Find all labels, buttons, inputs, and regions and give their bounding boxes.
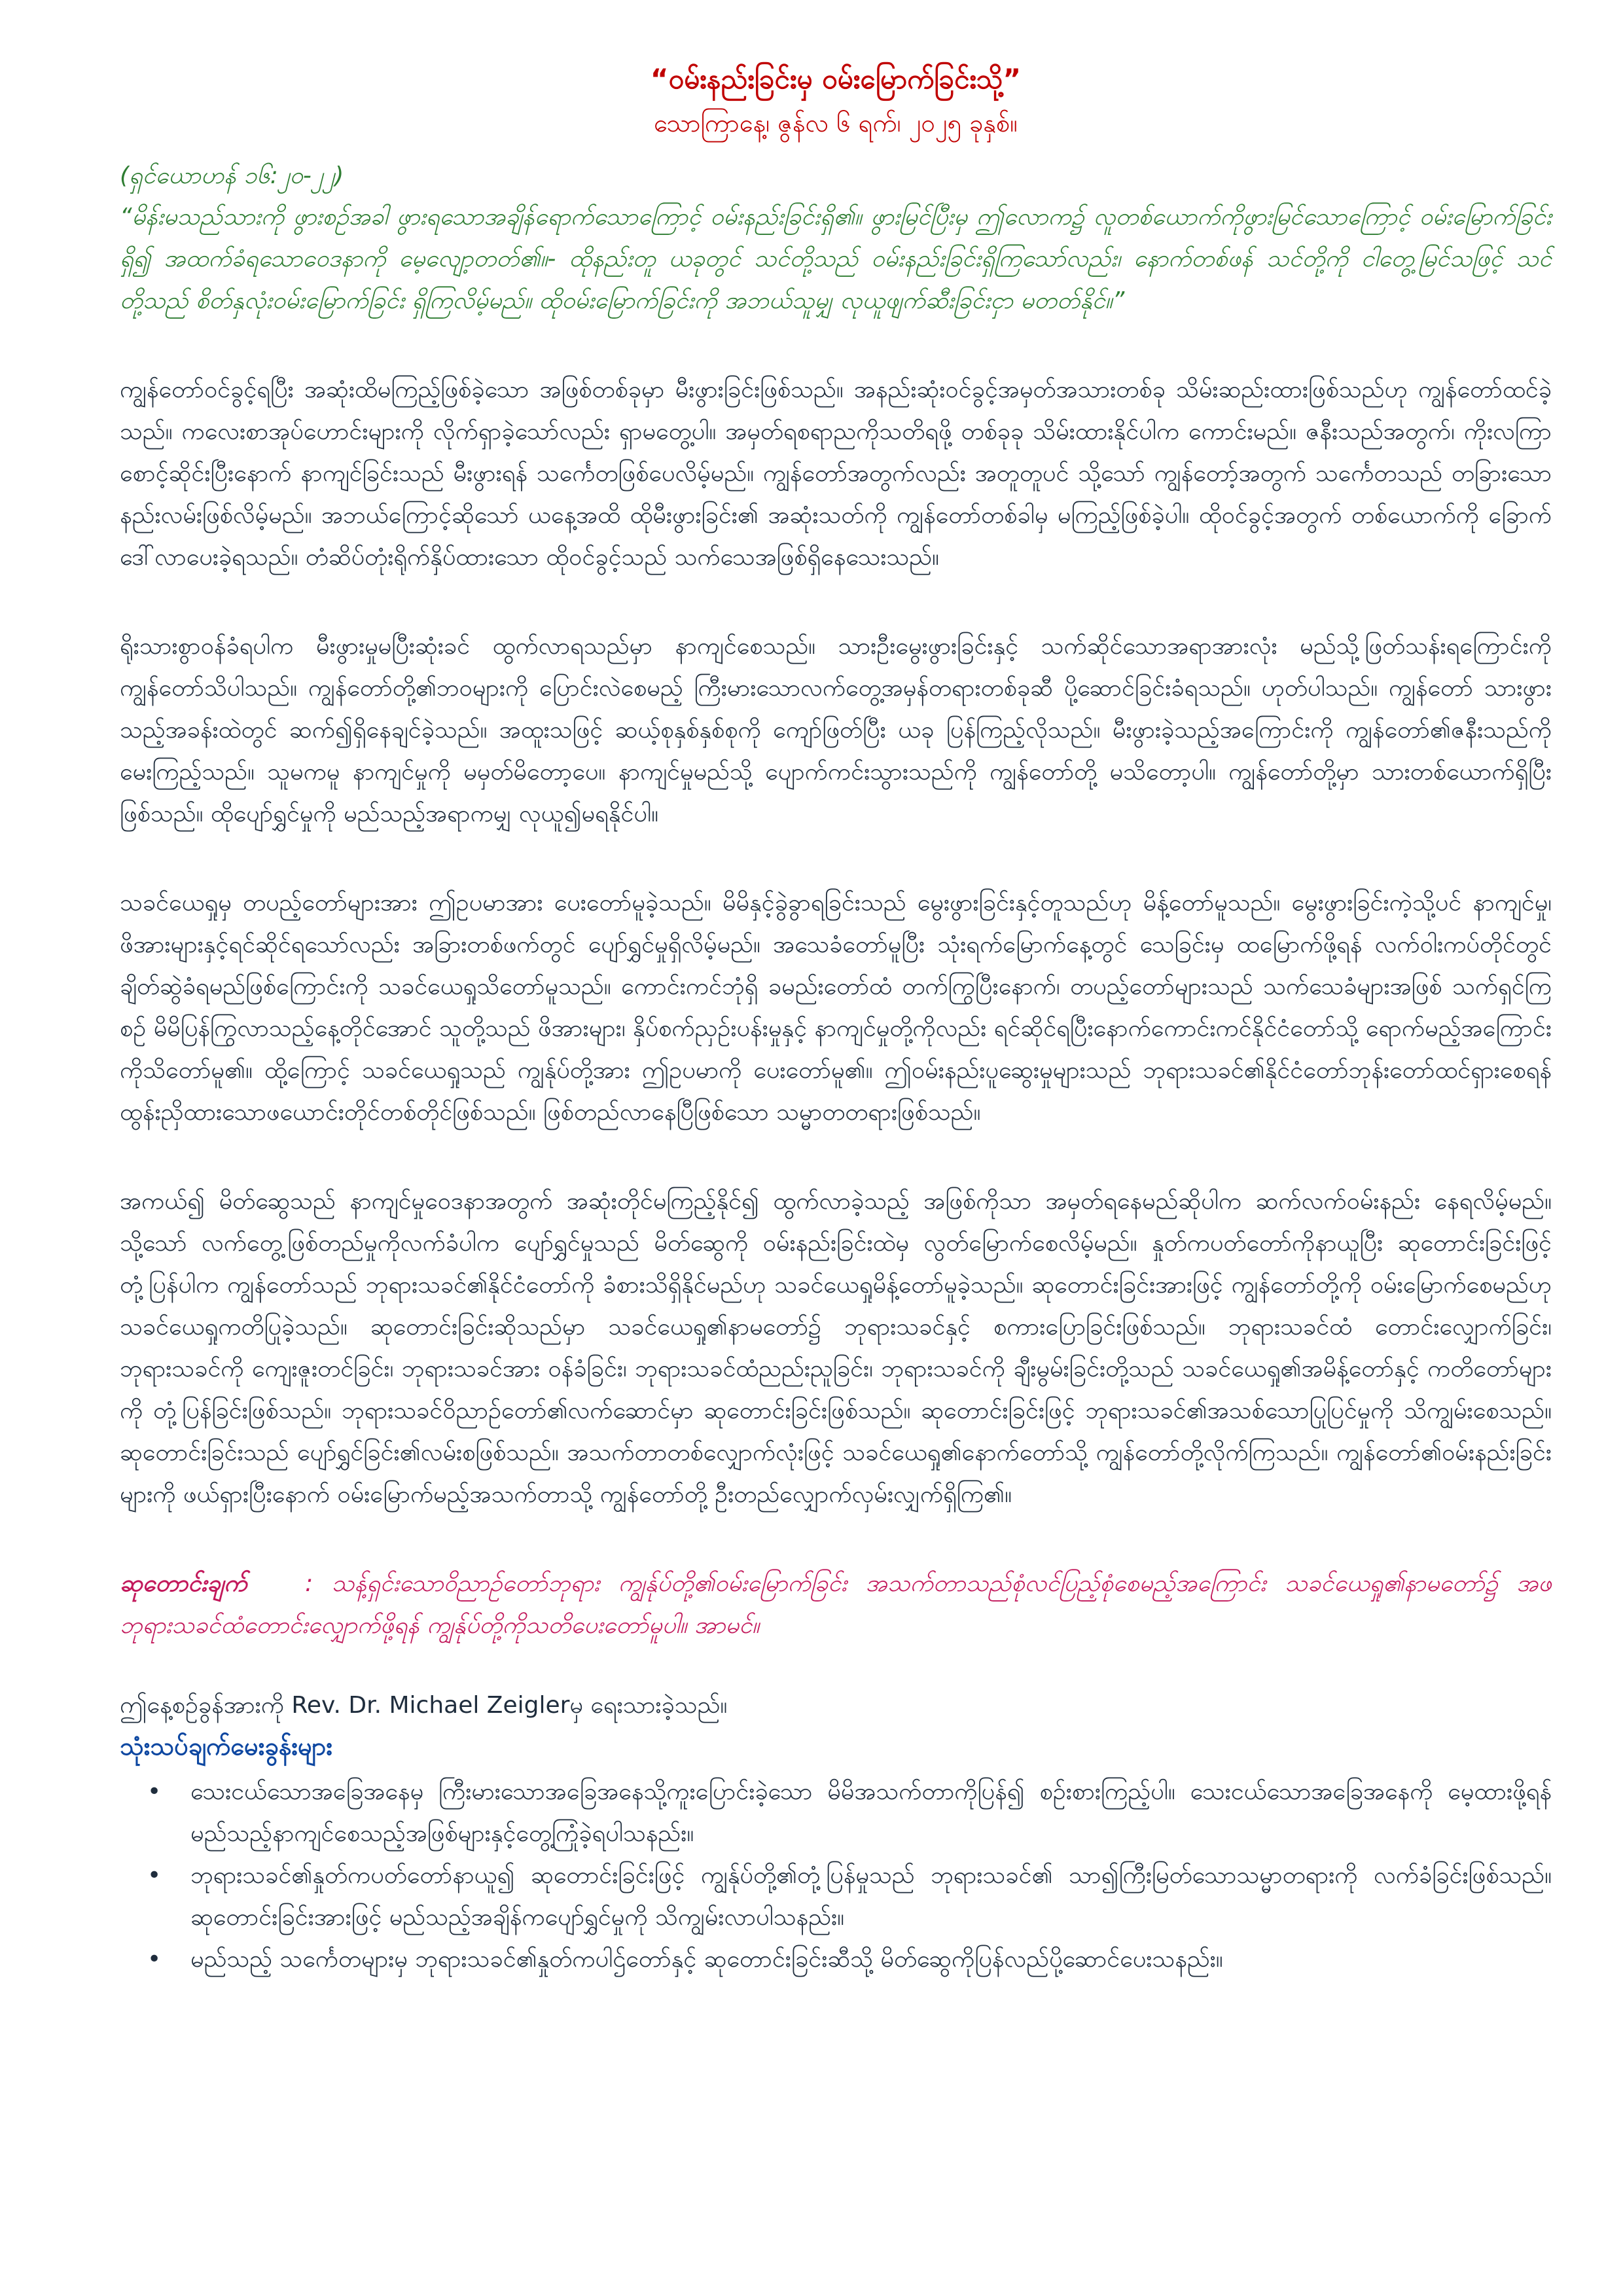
body-paragraph: အကယ်၍ မိတ်ဆွေသည် နာကျင်မှုဝေဒနာအတွက် အဆုံးတိုင်မကြည့်နိုင်၍ ထွက်လာခဲ့သည့် အဖြစ်ကိုသာ အမှတ်ရနေမည်ဆိုပါက ဆက်လက်ဝမ်းနည်း နေရလိမ့်မည်။ သို့သော် လက်တွေ့ဖြစ်တည်မှုကိုလက်ခံပါက ပျော်ရွှင်မှုသည် မိတ်ဆွေကို ဝမ်းနည်းခြင်းထဲမှ လွတ်မြောက်စေလိမ့်မည်။ နှုတ်ကပတ်တော်ကိုနာယူပြီး ဆုတောင်းခြင်းဖြင့် တုံ့ပြန်ပါက ကျွန်တော်သည် ဘုရားသခင်၏နိုင်ငံတော်ကို ခံစားသိရှိနိုင်မည်ဟု သခင်ယေရှုမိန့်တော်မူခဲ့သည်။ ဆုတောင်းခြင်းအားဖြင့် ကျွန်တော်တို့ကို ဝမ်းမြောက်စေမည်ဟု သခင်ယေရှုကတိပြုခဲ့သည်။ ဆုတောင်းခြင်းဆိုသည်မှာ သခင်ယေရှု၏နာမတော်၌ ဘုရားသခင်နှင့် စကားပြောခြင်းဖြစ်သည်။ ဘုရားသခင်ထံ တောင်းလျှောက်ခြင်း၊ ဘုရားသခင်ကို ကျေးဇူးတင်ခြင်း၊ ဘုရားသခင်အား ဝန်ခံခြင်း၊ ဘုရားသခင်ထံညည်းညူခြင်း၊ ဘုရားသခင်ကို ချီးမွမ်းခြင်းတို့သည် သခင်ယေရှု၏အမိန့်တော်နှင့် ကတိတော်များကို တုံ့ပြန်ခြင်းဖြစ်သည်။ ဘုရားသခင်ဝိညာဉ်တော်၏လက်ဆောင်မှာ ဆုတောင်းခြင်းဖြစ်သည်။ ဆုတောင်းခြင်းဖြင့် ဘုရားသခင်၏အသစ်သောပြုပြင်မှုကို သိကျွမ်းစေသည်။ ဆုတောင်းခြင်းသည် ပျော်ရွှင်ခြင်း၏လမ်းစဖြစ်သည်။ အသက်တာတစ်လျှောက်လုံးဖြင့် သခင်ယေရှု၏နောက်တော်သို့ ကျွန်တော်တို့လိုက်ကြသည်။ ကျွန်တော်၏ဝမ်းနည်းခြင်းများကို ဖယ်ရှားပြီးနောက် ဝမ်းမြောက်မည့်အသက်တာသို့ ကျွန်တော်တို့ ဦးတည်လျှောက်လှမ်းလျှက်ရှိကြ၏။ — [120, 1188, 1552, 1508]
devotion-date: သောကြာနေ့၊ ဇွန်လ ၆ ရက်၊ ၂၀၂၅ ခုနှစ်။ — [654, 109, 1018, 137]
question-text: မည်သည့် သင်္ကေတများမှ ဘုရားသခင်၏နှုတ်ကပါဌ်တော်နှင့် ဆုတောင်းခြင်းဆီသို့ မိတ်ဆွေကိုပြန်လည်ပို့ဆောင်ပေးသနည်း။ — [190, 1946, 1223, 1973]
prayer-block — [120, 1563, 1552, 1647]
body-paragraph: ကျွန်တော်ဝင်ခွင့်ရပြီး အဆုံးထိမကြည့်ဖြစ်ခဲ့သော အဖြစ်တစ်ခုမှာ မီးဖွားခြင်းဖြစ်သည်။ အနည်းဆုံးဝင်ခွင့်အမှတ်အသားတစ်ခု သိမ်းဆည်းထားဖြစ်သည်ဟု ကျွန်တော်ထင်ခဲ့သည်။ ကလေးစာအုပ်ဟောင်းများကို လိုက်ရှာခဲ့သော်လည်း ရှာမတွေ့ပါ။ အမှတ်ရစရာညကိုသတိရဖို့ တစ်ခုခု သိမ်းထားနိုင်ပါက ကောင်းမည်။ ဇနီးသည်အတွက်၊ ကိုးလကြာစောင့်ဆိုင်းပြီးနောက် နာကျင်ခြင်းသည် မီးဖွားရန် သင်္ကေတဖြစ်ပေလိမ့်မည်။ ကျွန်တော်အတွက်လည်း အတူတူပင် သို့သော် ကျွန်တော့်အတွက် သင်္ကေတသည် တခြားသောနည်းလမ်းဖြစ်လိမ့်မည်။ အဘယ်ကြောင့်ဆိုသော် ယနေ့အထိ ထိုမီးဖွားခြင်း၏ အဆုံးသတ်ကို ကျွန်တော်တစ်ခါမှ မကြည့်ဖြစ်ခဲ့ပါ။ ထိုဝင်ခွင့်အတွက် တစ်ယောက်ကို ခြောက်ဒေါ်လာပေးခဲ့ရသည်။ တံဆိပ်တုံးရိုက်နှိပ်ထားသော ထိုဝင်ခွင့်သည် သက်သေအဖြစ်ရှိနေသေးသည်။ — [120, 376, 1552, 571]
bullet-icon: • — [147, 1862, 162, 1889]
question-text: သေးငယ်သောအခြေအနေမှ ကြီးမားသောအခြေအနေသို့ကူးပြောင်းခဲ့သော မိမိအသက်တာကိုပြန်၍ စဉ်းစားကြည့်ပါ။ သေးငယ်သောအခြေအနေကို မေ့ထားဖို့ရန် မည်သည့်နာကျင်စေသည့်အဖြစ်များနှင့်တွေ့ကြုံခဲ့ရပါသနည်း။ — [190, 1778, 1552, 1847]
devotion-title: “ဝမ်းနည်းခြင်းမှ ဝမ်းမြောက်ခြင်းသို့” — [650, 63, 1022, 95]
question-text: ဘုရားသခင်၏နှုတ်ကပတ်တော်နာယူ၍ ဆုတောင်းခြင်းဖြင့် ကျွန်ုပ်တို့၏တုံ့ပြန်မှုသည် ဘုရားသခင်၏ သာ၍ကြီးမြတ်သောသမ္မာတရားကို လက်ခံခြင်းဖြစ်သည်။ ဆုတောင်းခြင်းအားဖြင့် မည်သည့်အချိန်ကပျော်ရွှင်မှုကို သိကျွမ်းလာပါသနည်း။ — [190, 1862, 1552, 1931]
prayer-label: ဆုတောင်းချက် — [120, 1570, 247, 1597]
author-line: ဤနေ့စဉ်ခွန်အားကို Rev. Dr. Michael Zeiglerမှ ရေးသားခဲ့သည်။ — [120, 1692, 728, 1719]
prayer-text: : သန့်ရှင်းသောဝိညာဉ်တော်ဘုရား ကျွန်ုပ်တို့၏ဝမ်းမြောက်ခြင်း အသက်တာသည်စုံလင်ပြည့်စုံစေမည့်အကြောင်း သခင်ယေရှု၏နာမတော်၌ အဖဘုရားသခင်ထံတောင်းလျှောက်ဖို့ရန် ကျွန်ုပ်တို့ကိုသတိပေးတော်မူပါ။ အာမင်။ — [120, 1570, 1552, 1639]
body-paragraph: သခင်ယေရှုမှ တပည့်တော်များအား ဤဥပမာအား ပေးတော်မူခဲ့သည်။ မိမိနှင့်ခွဲခွာရခြင်းသည် မွေးဖွားခြင်းနှင့်တူသည်ဟု မိန့်တော်မူသည်။ မွေးဖွားခြင်းကဲ့သို့ပင် နာကျင်မှု၊ ဖိအားများနှင့်ရင်ဆိုင်ရသော်လည်း အခြားတစ်ဖက်တွင် ပျော်ရွှင်မှုရှိလိမ့်မည်။ အသေခံတော်မူပြီး သုံးရက်မြောက်နေ့တွင် သေခြင်းမှ ထမြောက်ဖို့ရန် လက်ဝါးကပ်တိုင်တွင် ချိတ်ဆွဲခံရမည်ဖြစ်ကြောင်းကို သခင်ယေရှုသိတော်မူသည်။ ကောင်းကင်ဘုံရှိ ခမည်းတော်ထံ တက်ကြွပြီးနောက်၊ တပည့်တော်များသည် သက်သေခံများအဖြစ် သက်ရှင်ကြစဉ် မိမိပြန်ကြွလာသည့်နေ့တိုင်အောင် သူတို့သည် ဖိအားများ၊ နှိပ်စက်ညှဉ်းပန်းမှုနှင့် နာကျင်မှုတို့ကိုလည်း ရင်ဆိုင်ရပြီးနောက်ကောင်းကင်နိုင်ငံတော်သို့ ရောက်မည့်အကြောင်းကိုသိတော်မူ၏။ ထို့ကြောင့် သခင်ယေရှုသည် ကျွန်ုပ်တို့အား ဤဥပမာကို ပေးတော်မူ၏။ ဤဝမ်းနည်းပူဆွေးမှုများသည် ဘုရားသခင်၏နိုင်ငံတော်ဘုန်းတော်ထင်ရှားစေရန် ထွန်းညှိထားသောဖယောင်းတိုင်တစ်တိုင်ဖြစ်သည်။ ဖြစ်တည်လာနေပြီဖြစ်သော သမ္မာတတရားဖြစ်သည်။ — [120, 889, 1552, 1126]
bullet-icon: • — [147, 1946, 162, 1973]
scripture-reference: (ရှင်ယောဟန် ၁၆:၂၀-၂၂) — [120, 162, 344, 189]
questions-list — [120, 1771, 1552, 1981]
question-item — [120, 1939, 1552, 1981]
questions-heading: သုံးသပ်ချက်မေးခွန်းများ — [120, 1732, 333, 1761]
question-item — [120, 1771, 1552, 1855]
scripture-quote: “မိန်းမသည်သားကို ဖွားစဉ်အခါ ဖွားရသောအချိန်ရောက်သောကြောင့် ဝမ်းနည်းခြင်းရှိ၏။ ဖွားမြင်ပြီးမှ ဤလောက၌ လူတစ်ယောက်ကိုဖွားမြင်သောကြောင့် ဝမ်းမြောက်ခြင်းရှိ၍ အထက်ခံရသောဝေဒနာကို မေ့လျော့တတ်၏။- ထိုနည်းတူ ယခုတွင် သင်တို့သည် ဝမ်းနည်းခြင်းရှိကြသော်လည်း၊ နောက်တစ်ဖန် သင်တို့ကို ငါတွေ့မြင်သဖြင့် သင်တို့သည် စိတ်နှလုံးဝမ်းမြောက်ခြင်း ရှိကြလိမ့်မည်။ ထိုဝမ်းမြောက်ခြင်းကို အဘယ်သူမျှ လုယူဖျက်ဆီးခြင်းငှာ မတတ်နိုင်။” — [120, 204, 1552, 314]
question-item — [120, 1855, 1552, 1939]
body-paragraph: ရိုးသားစွာဝန်ခံရပါက မီးဖွားမှုမပြီးဆုံးခင် ထွက်လာရသည်မှာ နာကျင်စေသည်။ သားဦးမွေးဖွားခြင်းနှင့် သက်ဆိုင်သောအရာအားလုံး မည်သို့ဖြတ်သန်းရကြောင်းကို ကျွန်တော်သိပါသည်။ ကျွန်တော်တို့၏ဘဝများကို ပြောင်းလဲစေမည့် ကြီးမားသောလက်တွေ့အမှန်တရားတစ်ခုဆီ ပို့ဆောင်ခြင်းခံရသည်။ ဟုတ်ပါသည်။ ကျွန်တော် သားဖွားသည့်အခန်းထဲတွင် ဆက်၍ရှိနေချင်ခဲ့သည်။ အထူးသဖြင့် ဆယ့်စုနှစ်နှစ်စုကို ကျော်ဖြတ်ပြီး ယခု ပြန်ကြည့်လိုသည်။ မီးဖွားခဲ့သည့်အကြောင်းကို ကျွန်တော်၏ဇနီးသည်ကို မေးကြည့်သည်။ သူမကမူ နာကျင်မှုကို မမှတ်မိတော့ပေ။ နာကျင်မှုမည်သို့ ပျောက်ကင်းသွားသည်ကို ကျွန်တော်တို့ မသိတော့ပါ။ ကျွန်တော်တို့မှာ သားတစ်ယောက်ရှိပြီးဖြစ်သည်။ ထိုပျော်ရွှင်မှုကို မည်သည့်အရာကမျှ လုယူ၍မရနိုင်ပါ။ — [120, 633, 1552, 827]
document-content — [120, 56, 1552, 1981]
bullet-icon: • — [147, 1778, 162, 1805]
